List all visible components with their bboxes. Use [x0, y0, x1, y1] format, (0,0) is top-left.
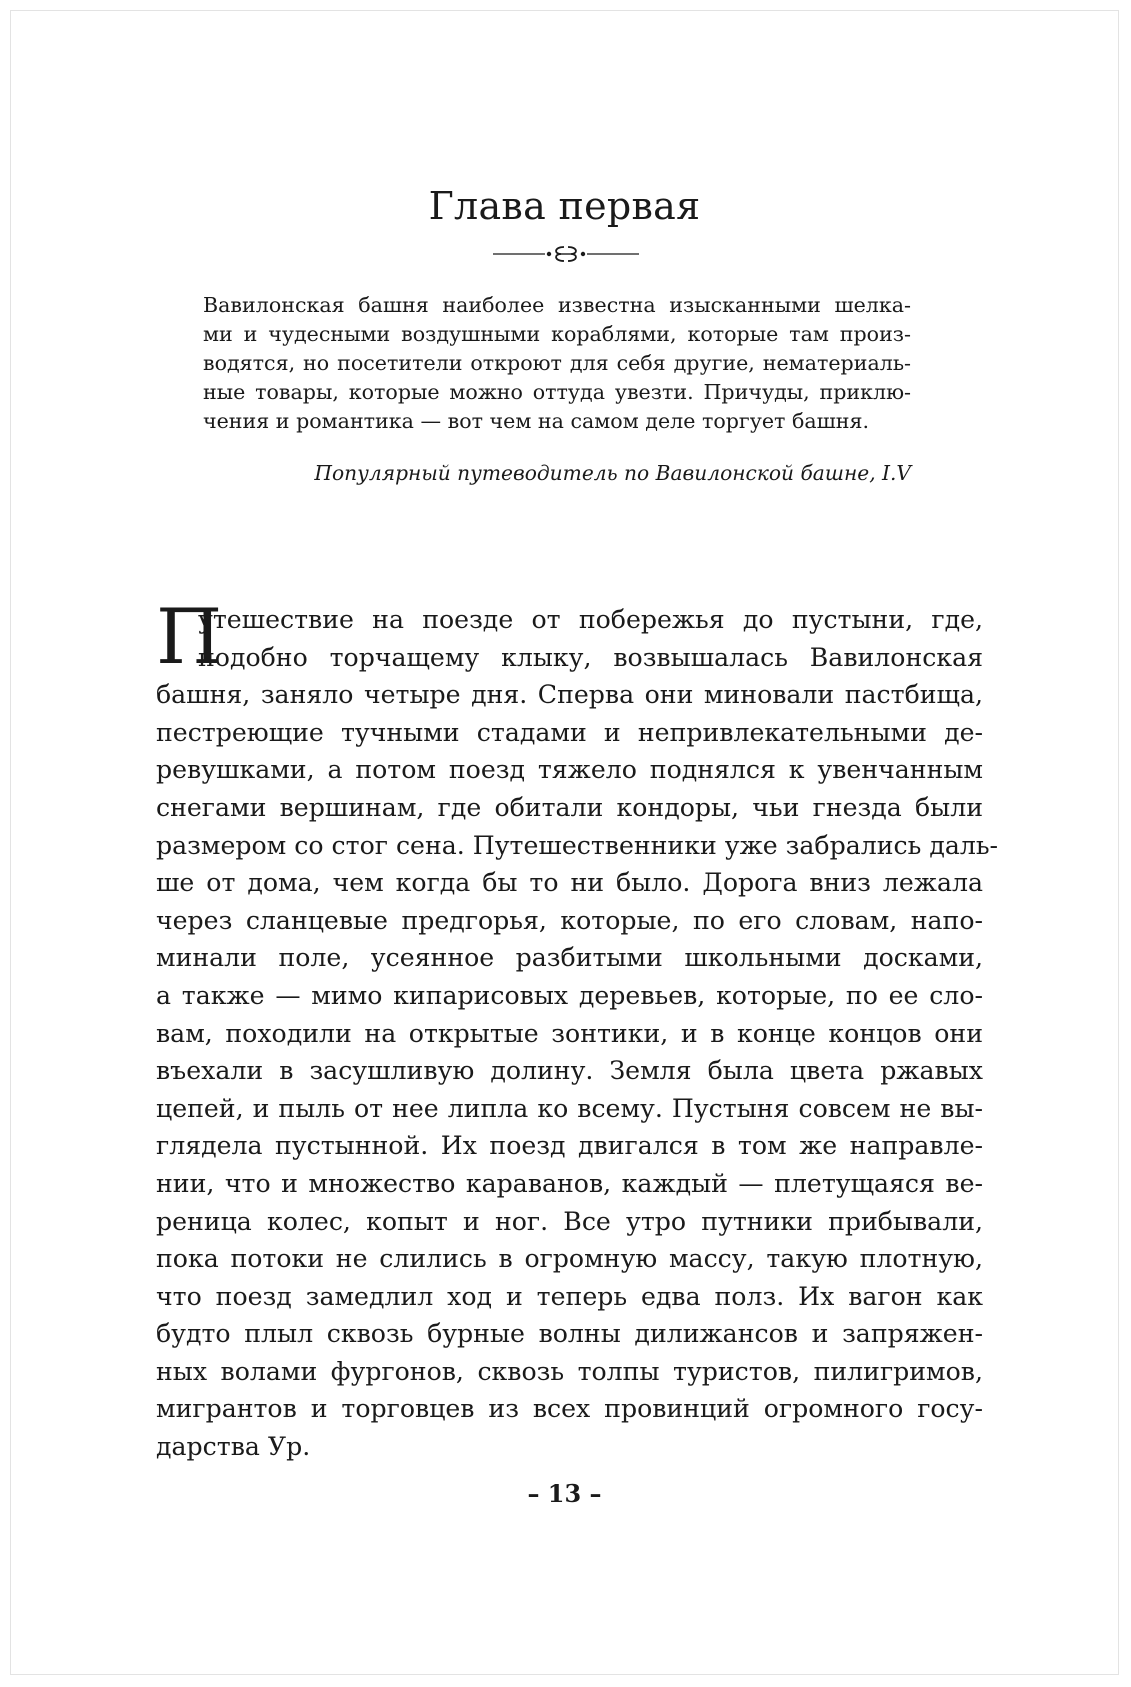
epigraph-line: ные товары, которые можно оттуда увезти. Причуды, приклю- — [203, 380, 911, 404]
body-line: цепей, и пыль от нее липла ко всему. Пустыня совсем не вы- — [156, 1093, 983, 1123]
epigraph-line: водятся, но посетители откроют для себя другие, нематериаль- — [203, 351, 911, 375]
body-line: глядела пустынной. Их поезд двигался в том же направле- — [156, 1131, 983, 1161]
body-line: размером со стог сена. Путешественники уже забрались даль- — [156, 830, 999, 860]
body-line: а также — мимо кипарисовых деревьев, которые, по ее сло- — [156, 980, 983, 1010]
epigraph — [203, 291, 911, 436]
body-line: башня, заняло четыре дня. Сперва они миновали пастбища, — [156, 680, 983, 710]
epigraph-line: чения и романтика — вот чем на самом деле торгует башня. — [203, 409, 870, 433]
body-text — [156, 592, 999, 1466]
body-line: ше от дома, чем когда бы то ни было. Дорога вниз лежала — [156, 868, 983, 898]
chapter-title: Глава первая — [428, 184, 701, 228]
body-line: дарства Ур. — [156, 1432, 311, 1462]
body-line: пестреющие тучными стадами и непривлекательными де- — [156, 717, 983, 747]
epigraph-line: ми и чудесными воздушными кораблями, которые там произ- — [203, 322, 911, 346]
body-line: нии, что и множество караванов, каждый — плетущаяся ве- — [156, 1168, 983, 1198]
body-line: подобно торчащему клыку, возвышалась Вавилонская — [198, 642, 983, 672]
body-line: что поезд замедлил ход и теперь едва полз. Их вагон как — [156, 1281, 983, 1311]
body-line: пока потоки не слились в огромную массу, такую плотную, — [156, 1244, 983, 1274]
body-line: через сланцевые предгорья, которые, по его словам, напо- — [156, 905, 983, 935]
flourish-ornament-icon — [491, 243, 641, 265]
body-line: утешествие на поезде от побережья до пустыни, где, — [198, 605, 983, 634]
body-line: въехали в засушливую долину. Земля была цвета ржавых — [156, 1056, 983, 1086]
page-number: – 13 – — [527, 1479, 602, 1508]
body-line: мигрантов и торговцев из всех провинций огромного госу- — [156, 1394, 983, 1424]
body-line: реница колес, копыт и ног. Все утро путники прибывали, — [156, 1206, 983, 1236]
body-line: снегами вершинам, где обитали кондоры, чьи гнезда были — [156, 792, 983, 822]
body-line: вам, походили на открытые зонтики, и в конце концов они — [156, 1018, 983, 1048]
body-line: минали поле, усеянное разбитыми школьными досками, — [156, 943, 983, 973]
body-line: ревушками, а потом поезд тяжело поднялся к увенчанным — [156, 755, 983, 785]
epigraph-line: Вавилонская башня наиболее известна изысканными шелка- — [203, 293, 911, 317]
body-line: ных волами фургонов, сквозь толпы туристов, пилигримов, — [156, 1356, 983, 1386]
body-line: будто плыл сквозь бурные волны дилижансов и запряжен- — [156, 1319, 983, 1349]
book-page — [10, 10, 1119, 1675]
drop-cap: П — [156, 592, 223, 681]
epigraph-source: Популярный путеводитель по Вавилонской башне, I.V — [314, 461, 911, 485]
